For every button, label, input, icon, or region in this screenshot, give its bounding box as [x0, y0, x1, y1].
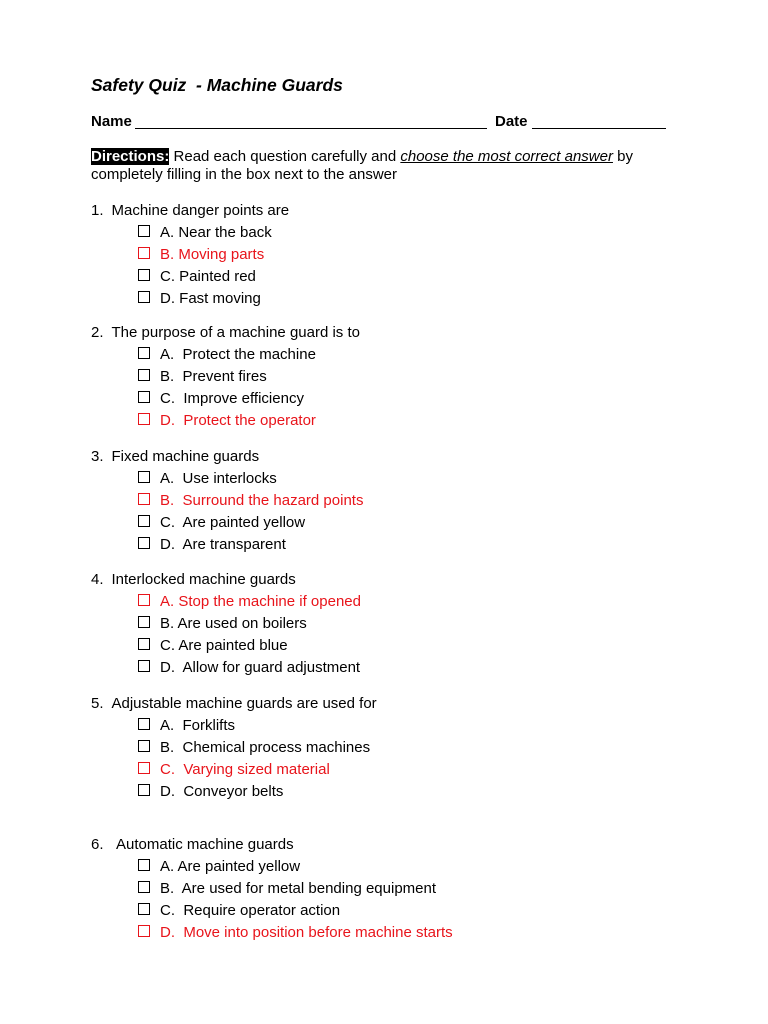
option-a	[138, 717, 638, 735]
option-text: B. Are used for metal bending equipment	[160, 879, 437, 897]
checkbox-icon	[138, 762, 150, 774]
option-text: C. Painted red	[160, 267, 256, 285]
question-text: Adjustable machine guards are used for	[111, 695, 377, 712]
option-text: B. Moving parts	[160, 245, 265, 263]
option-b	[138, 880, 638, 898]
option-c	[138, 514, 638, 532]
option-b	[138, 246, 638, 264]
question-number: 6.	[91, 836, 104, 853]
checkbox-icon	[138, 515, 150, 527]
question-prompt	[91, 324, 360, 342]
page-title: Safety Quiz - Machine Guards	[91, 75, 343, 95]
question-prompt	[91, 571, 296, 589]
option-text: C. Are painted blue	[160, 636, 288, 654]
question-text: Interlocked machine guards	[111, 571, 296, 588]
option-text: B. Are used on boilers	[160, 614, 307, 632]
option-text: D. Move into position before machine starts	[160, 923, 453, 941]
checkbox-icon	[138, 493, 150, 505]
checkbox-icon	[138, 225, 150, 237]
directions	[91, 148, 633, 166]
directions-line-2: completely filling in the box next to the answer	[91, 166, 397, 183]
checkbox-icon	[138, 594, 150, 606]
option-c	[138, 902, 638, 920]
checkbox-icon	[138, 291, 150, 303]
question-prompt	[91, 202, 289, 220]
directions-label: Directions:	[91, 148, 170, 165]
checkbox-icon	[138, 269, 150, 281]
question-prompt	[91, 836, 294, 854]
directions-text-end: by	[617, 148, 633, 165]
name-label: Name	[91, 113, 132, 130]
option-text: A. Protect the machine	[160, 345, 316, 363]
option-text: A. Use interlocks	[160, 469, 277, 487]
checkbox-icon	[138, 660, 150, 672]
option-text: C. Require operator action	[160, 901, 341, 919]
option-text: A. Are painted yellow	[160, 857, 301, 875]
option-a	[138, 470, 638, 488]
directions-text: Read each question carefully and	[173, 148, 397, 165]
option-text: C. Are painted yellow	[160, 513, 306, 531]
option-text: D. Conveyor belts	[160, 782, 284, 800]
checkbox-icon	[138, 347, 150, 359]
date-blank-line	[532, 128, 666, 129]
directions-emphasis: choose the most correct answer	[400, 148, 613, 165]
option-d	[138, 659, 638, 677]
checkbox-icon	[138, 740, 150, 752]
checkbox-icon	[138, 413, 150, 425]
checkbox-icon	[138, 859, 150, 871]
checkbox-icon	[138, 369, 150, 381]
checkbox-icon	[138, 903, 150, 915]
question-text: Fixed machine guards	[111, 448, 260, 465]
checkbox-icon	[138, 638, 150, 650]
option-a	[138, 224, 638, 242]
option-b	[138, 368, 638, 386]
question-number: 2.	[91, 324, 104, 341]
question-number: 4.	[91, 571, 104, 588]
option-text: A. Forklifts	[160, 716, 236, 734]
question-text: Automatic machine guards	[116, 836, 294, 853]
option-text: D. Allow for guard adjustment	[160, 658, 361, 676]
option-text: A. Stop the machine if opened	[160, 592, 361, 610]
name-blank-line	[135, 128, 487, 129]
option-text: D. Protect the operator	[160, 411, 316, 429]
option-text: D. Are transparent	[160, 535, 286, 553]
checkbox-icon	[138, 718, 150, 730]
option-d	[138, 536, 638, 554]
question-prompt	[91, 448, 259, 466]
option-text: B. Chemical process machines	[160, 738, 371, 756]
option-text: C. Improve efficiency	[160, 389, 304, 407]
option-text: D. Fast moving	[160, 289, 261, 307]
option-b	[138, 739, 638, 757]
option-text: B. Surround the hazard points	[160, 491, 364, 509]
option-b	[138, 615, 638, 633]
question-number: 3.	[91, 448, 104, 465]
checkbox-icon	[138, 391, 150, 403]
date-label: Date	[495, 113, 528, 130]
option-text: C. Varying sized material	[160, 760, 330, 778]
checkbox-icon	[138, 784, 150, 796]
option-d	[138, 412, 638, 430]
option-a	[138, 593, 638, 611]
option-text: A. Near the back	[160, 223, 272, 241]
question-prompt	[91, 695, 377, 713]
option-b	[138, 492, 638, 510]
option-c	[138, 637, 638, 655]
question-text: Machine danger points are	[111, 202, 290, 219]
option-d	[138, 924, 638, 942]
checkbox-icon	[138, 537, 150, 549]
question-text: The purpose of a machine guard is to	[111, 324, 360, 341]
option-d	[138, 290, 638, 308]
checkbox-icon	[138, 925, 150, 937]
option-d	[138, 783, 638, 801]
option-c	[138, 268, 638, 286]
question-number: 1.	[91, 202, 104, 219]
option-text: B. Prevent fires	[160, 367, 267, 385]
option-a	[138, 346, 638, 364]
checkbox-icon	[138, 616, 150, 628]
option-c	[138, 390, 638, 408]
question-number: 5.	[91, 695, 104, 712]
checkbox-icon	[138, 247, 150, 259]
option-c	[138, 761, 638, 779]
option-a	[138, 858, 638, 876]
checkbox-icon	[138, 881, 150, 893]
checkbox-icon	[138, 471, 150, 483]
